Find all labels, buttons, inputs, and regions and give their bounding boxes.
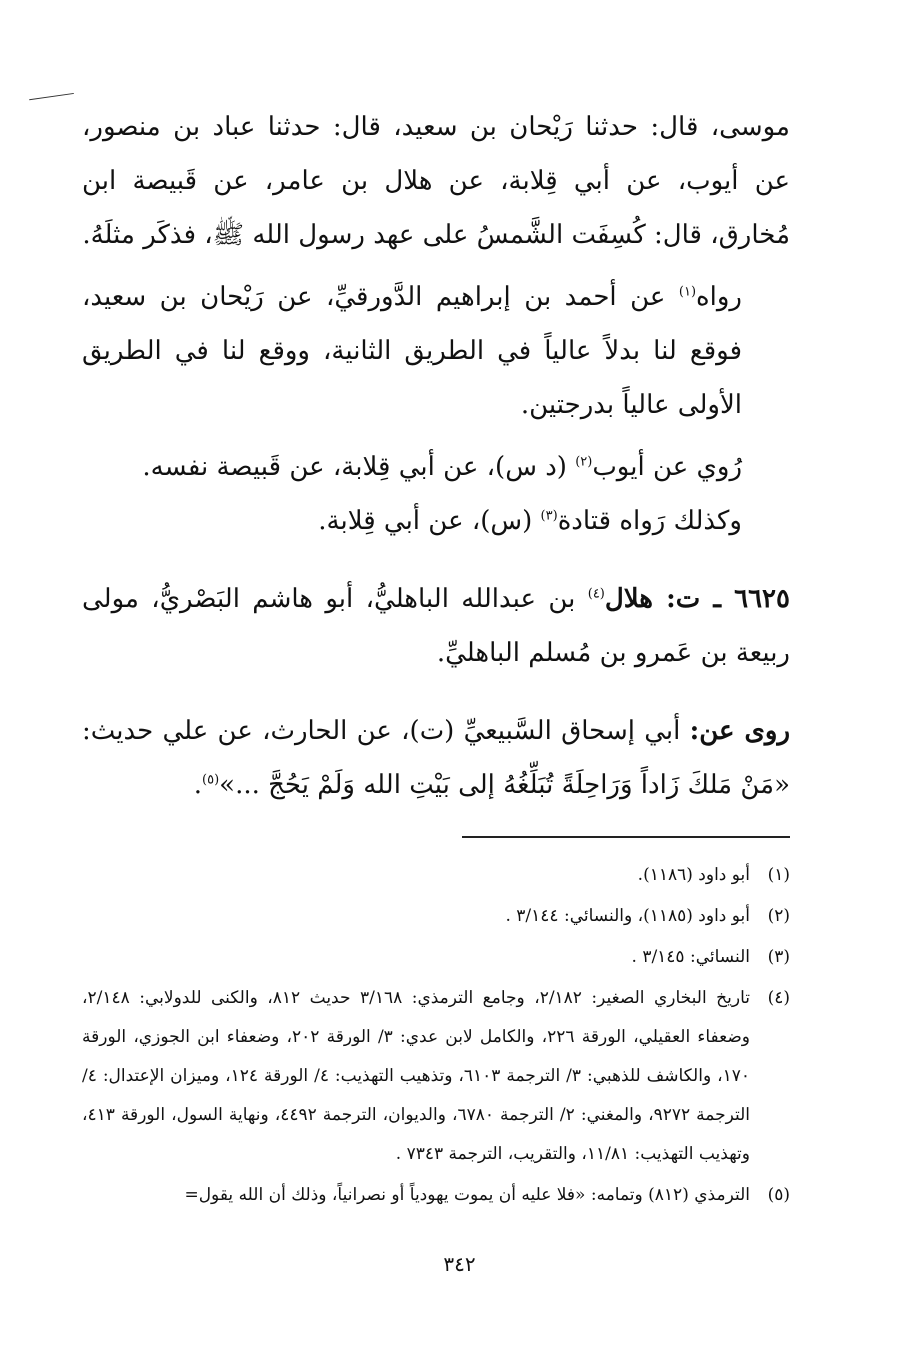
footnote-text: تاريخ البخاري الصغير: ٢/١٨٢، وجامع الترمذي: ٣/١٦٨ حديث ٨١٢، والكنى للدولابي: ٢/١٤٨، وضعفاء العقيلي، الورقة ٢٢٦، والكامل لابن عدي: ٣/ الورقة ٢٠٢، وضعفاء ابن الجوزي، الورقة ١٧٠، والكاشف للذهبي: ٣/ الترجمة ٦١٠٣، وتذهيب التهذيب: ٤/ الورقة ١٢٤، وميزان الإعتدال: ٤/ الترجمة ٩٢٧٢، والمغني: ٢/ الترجمة ٦٧٨٠، والديوان، الترجمة ٤٤٩٢، ونهاية السول، الورقة ٤١٣، وتهذيب التهذيب: ١١/٨١، والتقريب، الترجمة ٧٣٤٣ . [82,988,750,1164]
paragraph-qatadah [82,494,790,548]
footnote-ref-3[interactable]: (٣) [540,508,558,524]
text: بن عبدالله الباهليُّ، أبو هاشم البَصْريُّ، مولى ربيعة بن عَمرو بن مُسلم الباهليِّ. [82,584,790,668]
footnote-text: أبو داود (١١٨٥)، والنسائي: ٣/١٤٤ . [505,906,750,926]
footnote-ref-5[interactable]: (٥) [202,772,220,788]
text: وكذلك رَواه قتادة [557,506,742,536]
footnotes [82,856,790,1217]
page-number: ٣٤٢ [443,1252,476,1276]
footnote-divider [462,836,790,838]
entry-heading: ٦٦٢٥ ـ ت: هلال [604,584,790,614]
footnote-text: النسائي: ٣/١٤٥ . [631,947,750,967]
footnote-text: الترمذي (٨١٢) وتمامه: «فلا عليه أن يموت يهودياً أو نصرانياً، وذلك أن الله يقول= [184,1185,750,1205]
text: (د س)، عن أبي قِلابة، عن قَبيصة نفسه. [142,452,576,482]
footnote-ref-4[interactable]: (٤) [587,586,605,602]
paragraph-ayyub [82,440,790,494]
footnote-ref-2[interactable]: (٢) [575,454,593,470]
footnote-item [82,856,790,895]
text: رُوي عن أيوب [592,452,742,482]
footnote-number: (٣) [767,947,790,967]
footnote-item [82,897,790,936]
paragraph-isnad [82,100,790,262]
footnote-item [82,979,790,1174]
entry-6625 [82,572,790,680]
scan-mark [29,93,76,114]
paragraph-rawa-an [82,704,790,812]
main-text [82,100,790,812]
footnote-item [82,938,790,977]
footnote-number: (٤) [767,988,790,1008]
footnote-ref-1[interactable]: (١) [678,284,697,300]
section-label: روى عن: [689,716,790,746]
text: . [193,770,203,800]
footnote-number: (١) [767,865,790,885]
footnote-number: (٢) [767,906,790,926]
paragraph-text: موسى، قال: حدثنا رَيْحان بن سعيد، قال: حدثنا عباد بن منصور، عن أيوب، عن أبي قِلابة، عن هلال بن عامر، عن قَبيصة ابن مُخارق، قال: كُسِفَت الشَّمسُ على عهد رسول الله ﷺ، فذكَر مثلَهُ. [82,112,790,250]
footnote-text: أبو داود (١١٨٦). [637,865,750,885]
text: (س)، عن أبي قِلابة. [318,506,541,536]
text: رواه [696,282,742,312]
paragraph-riwayah [82,270,790,432]
footnote-item [82,1176,790,1215]
text: أبي إسحاق السَّبيعيِّ (ت)، عن الحارث، عن علي حديث: «مَنْ مَلكَ زَاداً وَرَاحِلَةً تُبَلِّغُهُ إلى بَيْتِ الله وَلَمْ يَحُجَّ ...» [82,716,790,800]
footnote-number: (٥) [767,1185,790,1205]
text: عن أحمد بن إبراهيم الدَّورقيِّ، عن رَيْحان بن سعيد، فوقع لنا بدلاً عالياً في الطريق الثانية، ووقع لنا في الطريق الأولى عالياً بدرجتين. [82,282,742,420]
